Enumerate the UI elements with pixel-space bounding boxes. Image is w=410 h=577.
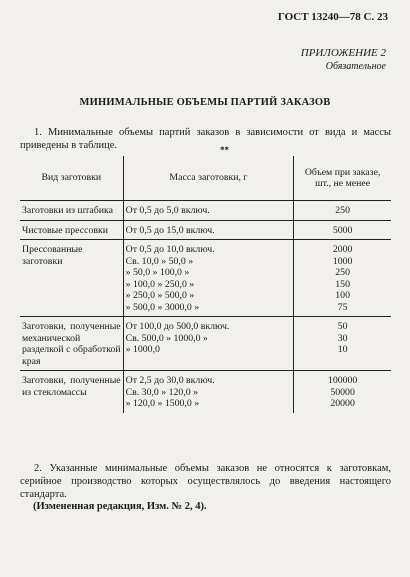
volume-value: 2000 [332, 244, 353, 255]
table-row [20, 240, 391, 317]
mass-range: От 0,5 до 10,0 включ. [125, 244, 215, 255]
table-header-row [20, 156, 391, 201]
page-header: ГОСТ 13240—78 С. 23 [277, 11, 388, 23]
paragraph-2: 2. Указанные минимальные объемы заказов не относятся к заготовкам, серийное производство которых осуществлялось до введения настоящего стандарта. [20, 463, 391, 500]
mass-range: Св. 500,0 » 1000,0 » [125, 332, 208, 344]
volume-value: 250 [335, 267, 350, 278]
cell-volume [294, 240, 391, 317]
cell-mass [123, 317, 294, 371]
mass-range: » 50,0 » 100,0 » [125, 267, 190, 278]
table-row [20, 371, 391, 413]
mass-volume-table [20, 156, 391, 413]
volume-value: 150 [335, 278, 350, 290]
cell-mass [123, 220, 294, 240]
cell-type [20, 371, 123, 413]
appendix-subtitle: Обязательное [325, 61, 386, 72]
table-mark: ** [220, 145, 229, 155]
mass-range: От 100,0 до 500,0 включ. [125, 321, 230, 332]
cell-volume [294, 220, 391, 240]
cell-volume [294, 201, 391, 221]
amendment-note: (Измененная редакция, Изм. № 2, 4). [33, 501, 207, 512]
paragraph-1: 1. Минимальные объемы партий заказов в зависимости от вида и массы приведены в таблице. [20, 127, 391, 151]
header-mass: Масса заготовки, г [123, 156, 294, 201]
cell-mass [123, 201, 294, 221]
mass-range: » 500,0 » 3000,0 » [125, 301, 200, 313]
mass-range: От 0,5 до 15,0 включ. [125, 224, 215, 236]
volume-value: 50 [337, 321, 348, 332]
cell-volume [294, 371, 391, 413]
mass-range: Св. 10,0 » 50,0 » [125, 255, 194, 267]
table-body [20, 201, 391, 413]
mass-range: » 250,0 » 500,0 » [125, 290, 195, 301]
volume-value: 10 [337, 344, 348, 355]
blank-type-label: Чистовые прессовки [22, 224, 108, 236]
volume-value: 50000 [330, 386, 355, 398]
volume-value: 20000 [330, 398, 355, 409]
mass-range: Св. 30,0 » 120,0 » [125, 386, 199, 398]
blank-type-label: Заготовки, полученные механической разделкой с обработкой края [22, 321, 121, 367]
cell-type [20, 317, 123, 371]
cell-mass [123, 240, 294, 317]
volume-value: 30 [337, 332, 348, 344]
appendix-title: ПРИЛОЖЕНИЕ 2 [300, 47, 386, 59]
volume-value: 100 [335, 290, 350, 301]
mass-range: От 2,5 до 30,0 включ. [125, 375, 215, 386]
document-title: МИНИМАЛЬНЫЕ ОБЪЕМЫ ПАРТИЙ ЗАКАЗОВ [79, 97, 331, 108]
table-row [20, 220, 391, 240]
header-type: Вид заготовки [20, 156, 123, 201]
volume-value: 1000 [332, 255, 353, 267]
volume-value: 100000 [327, 375, 358, 386]
cell-type [20, 220, 123, 240]
cell-volume [294, 317, 391, 371]
cell-type [20, 201, 123, 221]
volume-value: 5000 [332, 224, 353, 236]
mass-range: » 1000,0 [125, 344, 160, 355]
header-volume: Объем при заказе, шт., не менее [294, 156, 391, 201]
table-row [20, 317, 391, 371]
cell-type [20, 240, 123, 317]
blank-type-label: Прессованные заготовки [22, 244, 83, 267]
table-row [20, 201, 391, 221]
volume-value: 250 [335, 205, 350, 216]
mass-range: » 100,0 » 250,0 » [125, 278, 195, 290]
blank-type-label: Заготовки из штабика [22, 205, 113, 216]
mass-range: » 120,0 » 1500,0 » [125, 398, 200, 409]
cell-mass [123, 371, 294, 413]
blank-type-label: Заготовки, полученные из стекломассы [22, 375, 121, 398]
volume-value: 75 [337, 301, 348, 313]
mass-range: От 0,5 до 5,0 включ. [125, 205, 210, 216]
